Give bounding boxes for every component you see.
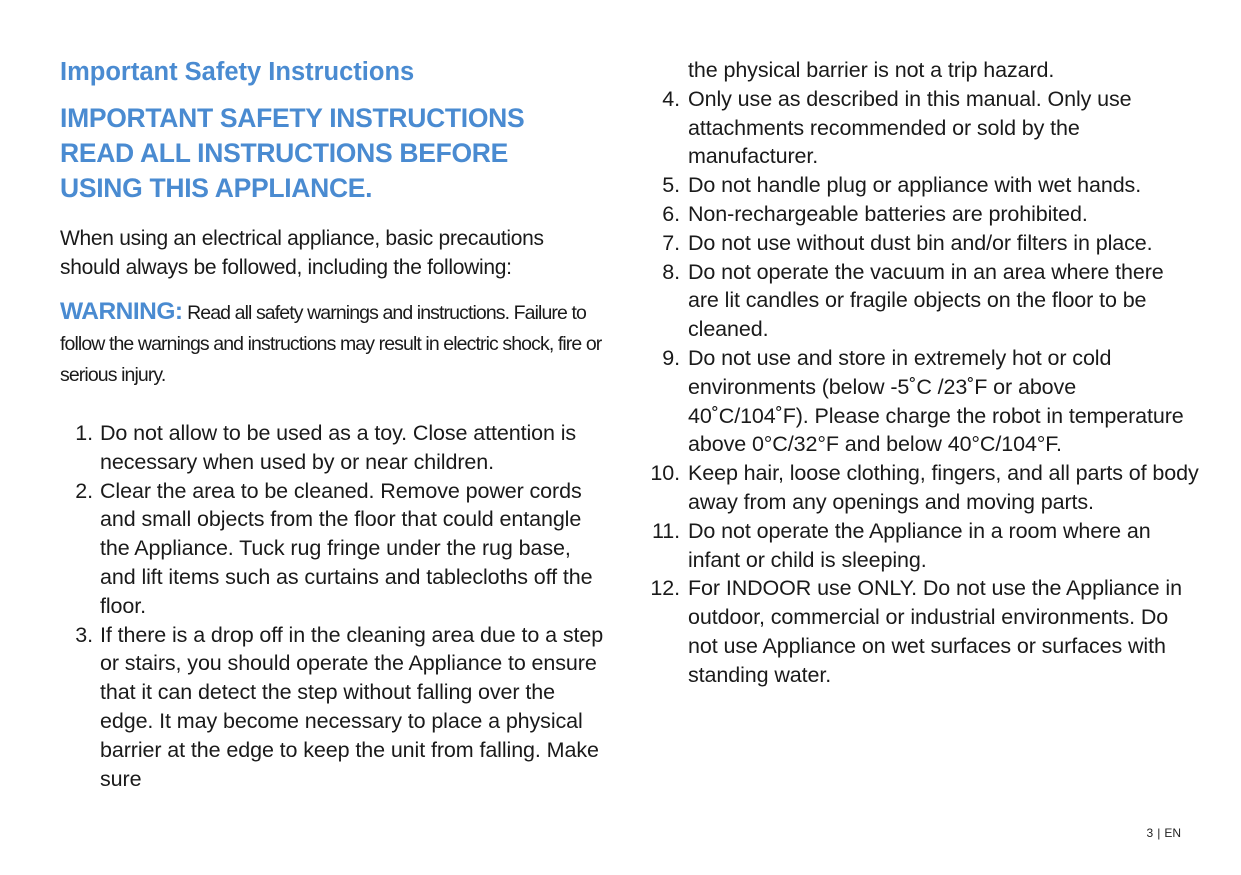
item-number: 12.: [650, 576, 680, 601]
item-number: 5.: [662, 173, 680, 198]
item-text: If there is a drop off in the cleaning area due to a step or stairs, you should operate the Appliance to ensure that it can detect the step without falling over the edge. It may become necessary to place a physical barrier at the edge to keep the unit from falling. Make sure: [100, 622, 604, 791]
item-number: 6.: [662, 201, 680, 226]
item-number: 7.: [662, 230, 680, 255]
left-column: [60, 56, 605, 793]
list-item: [640, 171, 1200, 200]
item-text: Do not handle plug or appliance with wet hands.: [688, 173, 1142, 198]
item-number: 9.: [662, 345, 680, 370]
item-number: 3.: [75, 622, 93, 647]
list-item: [640, 459, 1200, 517]
page-title: Important Safety Instructions: [60, 58, 415, 86]
item-number: 4.: [662, 86, 680, 111]
subheading-line: READ ALL INSTRUCTIONS BEFORE: [60, 138, 509, 168]
instruction-list-right: [640, 85, 1200, 690]
list-item: [60, 477, 605, 621]
item-text: Do not operate the vacuum in an area where there are lit candles or fragile objects on the floor to be cleaned.: [688, 259, 1164, 342]
item-number: 8.: [662, 259, 680, 284]
right-column: [640, 56, 1200, 690]
list-item: [640, 574, 1200, 689]
list-item: [60, 621, 605, 794]
item-text: Keep hair, loose clothing, fingers, and all parts of body away from any openings and moving parts.: [688, 461, 1199, 514]
instruction-list-left: [60, 419, 605, 793]
intro-paragraph: When using an electrical appliance, basic precautions should always be followed, including the following:: [60, 227, 544, 279]
item-text: Non-rechargeable batteries are prohibited.: [688, 201, 1088, 226]
warning-text: Read all safety warnings and instructions. Failure to follow the warnings and instructions may result in electric shock, fire or serious injury.: [60, 302, 602, 386]
list-item: [640, 200, 1200, 229]
page-number: 3: [1146, 826, 1154, 840]
warning-label: WARNING:: [60, 298, 183, 325]
item-text: Do not use without dust bin and/or filters in place.: [688, 230, 1153, 255]
subheading-line: USING THIS APPLIANCE.: [60, 173, 373, 203]
item-number: 1.: [75, 421, 93, 445]
page-footer: [1147, 826, 1181, 840]
item-text: Do not operate the Appliance in a room where an infant or child is sleeping.: [688, 518, 1151, 572]
warning-paragraph: [60, 296, 605, 391]
item-number: 10.: [650, 461, 680, 486]
subheading-line: IMPORTANT SAFETY INSTRUCTIONS: [60, 103, 525, 133]
item-text: For INDOOR use ONLY. Do not use the Appliance in outdoor, commercial or industrial environments. Do not use Appliance on wet surfaces or surfaces with standing water.: [688, 576, 1182, 687]
item-number: 2.: [75, 478, 93, 503]
item-text: Do not use and store in extremely hot or cold environments (below -5˚C /23˚F or above 40˚C/104˚F). Please charge the robot in temperature above 0°C/32°F and below 40°C/104°F.: [688, 345, 1184, 457]
item-text: Only use as described in this manual. Only use attachments recommended or sold by the manufacturer.: [688, 86, 1132, 169]
list-item: [640, 517, 1200, 575]
list-item: [640, 344, 1200, 459]
item-text: Do not allow to be used as a toy. Close attention is necessary when used by or near children.: [100, 421, 577, 474]
item-number: 11.: [652, 518, 680, 543]
list-item: [640, 258, 1200, 344]
footer-separator: |: [1157, 826, 1161, 840]
list-item: [640, 229, 1200, 258]
language-code: EN: [1164, 826, 1181, 840]
safety-subheading: [60, 101, 605, 206]
list-item: [60, 419, 605, 477]
item-continuation: the physical barrier is not a trip hazard.: [688, 58, 1055, 82]
item-text: Clear the area to be cleaned. Remove power cords and small objects from the floor that could entangle the Appliance. Tuck rug fringe under the rug base, and lift items such as curtains and tablecloths off the floor.: [100, 478, 593, 618]
list-item: [640, 85, 1200, 171]
